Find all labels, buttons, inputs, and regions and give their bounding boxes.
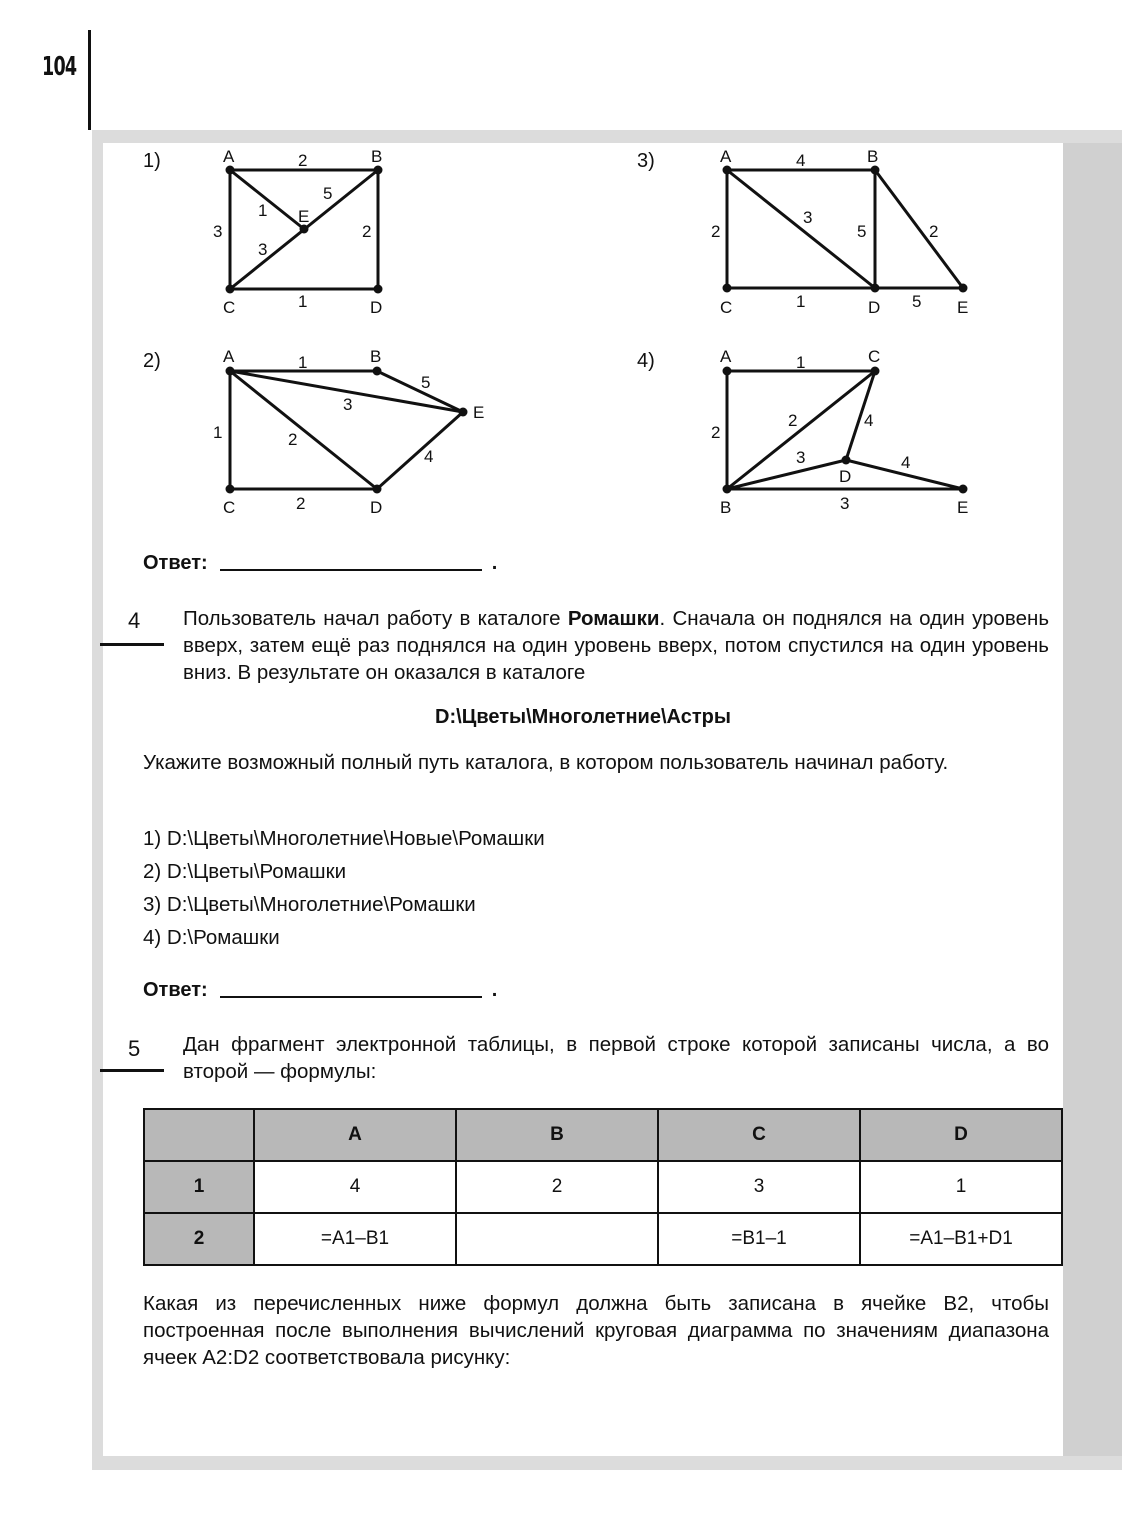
graph-3-weight-bd: 5 bbox=[857, 222, 867, 241]
answer-input-line[interactable] bbox=[220, 996, 482, 998]
task-4-number: 4 bbox=[128, 608, 141, 633]
graph-4-weight-ac: 1 bbox=[796, 353, 806, 372]
task-4-text-after: . Сначала он поднялся на один уровень вверх, затем ещё раз поднялся на один уровень вверх, потом спустился на один уровень вниз. В результате он оказался в каталоге bbox=[183, 607, 1050, 684]
graph-1-weight-ce: 3 bbox=[258, 240, 268, 259]
answer-label: Ответ: bbox=[143, 552, 208, 574]
graph-4-weight-bc: 2 bbox=[788, 411, 798, 430]
graph-2-node-c: C bbox=[223, 498, 236, 517]
graph-1-node-c: C bbox=[223, 298, 236, 317]
answer-label: Ответ: bbox=[143, 979, 208, 1001]
task-4-option-2: 2) D:\Цветы\Ромашки bbox=[143, 860, 347, 883]
table-row bbox=[144, 1213, 1062, 1265]
task-4-question: Укажите возможный полный путь каталога, в котором пользователь начинал работу. bbox=[143, 751, 949, 774]
task-4-path: D:\Цветы\Многолетние\Астры bbox=[435, 706, 731, 728]
graph-3-weight-ad: 3 bbox=[803, 208, 813, 227]
task-4-option-1: 1) D:\Цветы\Многолетние\Новые\Ромашки bbox=[143, 827, 545, 850]
row-header: 1 bbox=[144, 1161, 254, 1213]
task-5-text: Дан фрагмент электронной таблицы, в первой строке которой записаны числа, а во второй — формулы: bbox=[183, 1033, 1049, 1083]
answer-row-4 bbox=[143, 979, 497, 1002]
row-header: 2 bbox=[144, 1213, 254, 1265]
graph-1-weight-ab: 2 bbox=[298, 151, 308, 170]
graph-3-node-d: D bbox=[868, 298, 881, 317]
table-cell bbox=[456, 1213, 658, 1265]
answer-dot: . bbox=[491, 552, 498, 574]
page-number: 104 bbox=[42, 52, 77, 82]
graph-2-weight-ab: 1 bbox=[298, 353, 308, 372]
graph-4-weight-ab: 2 bbox=[711, 423, 721, 442]
graph-4-node-a: A bbox=[720, 347, 732, 366]
graph-2-weight-ae: 3 bbox=[343, 395, 353, 414]
graph-3-weight-cd: 1 bbox=[796, 292, 806, 311]
table-cell: 1 bbox=[860, 1161, 1062, 1213]
column-header: B bbox=[456, 1109, 658, 1161]
table-header-row bbox=[144, 1109, 1062, 1161]
graph-1-label: 1) bbox=[143, 150, 161, 172]
graph-3-weight-de: 5 bbox=[912, 292, 922, 311]
answer-input-line[interactable] bbox=[220, 569, 482, 571]
column-header: A bbox=[254, 1109, 456, 1161]
column-header: C bbox=[658, 1109, 860, 1161]
answer-row-3 bbox=[143, 552, 497, 575]
graph-4-node-b: B bbox=[720, 498, 732, 517]
graph-1-node-b: B bbox=[371, 147, 383, 166]
graph-2-label: 2) bbox=[143, 350, 161, 372]
graph-3-node-e: E bbox=[957, 298, 969, 317]
table-cell: 3 bbox=[658, 1161, 860, 1213]
task-4-dash bbox=[100, 643, 164, 646]
corner-cell bbox=[144, 1109, 254, 1161]
graph-1-weight-ae: 1 bbox=[258, 201, 268, 220]
graph-3-weight-ac: 2 bbox=[711, 222, 721, 241]
graph-1 bbox=[0, 0, 1122, 560]
graph-4-node-e: E bbox=[957, 498, 969, 517]
table-row bbox=[144, 1161, 1062, 1213]
task-4-bold-word: Ромашки bbox=[567, 607, 660, 630]
graph-4-node-d: D bbox=[839, 467, 852, 486]
graph-3-node-b: B bbox=[867, 147, 879, 166]
graph-4-weight-be: 3 bbox=[840, 494, 850, 513]
table-cell: =A1–B1 bbox=[254, 1213, 456, 1265]
graph-2-node-a: A bbox=[223, 347, 235, 366]
task-5-number: 5 bbox=[128, 1036, 141, 1061]
table-cell: =A1–B1+D1 bbox=[860, 1213, 1062, 1265]
column-header: D bbox=[860, 1109, 1062, 1161]
graph-1-weight-cd: 1 bbox=[298, 292, 308, 311]
graph-1-node-a: A bbox=[223, 147, 235, 166]
task-4-option-4: 4) D:\Ромашки bbox=[143, 926, 280, 949]
graph-2-weight-cd: 2 bbox=[296, 494, 306, 513]
graph-2-weight-ac: 1 bbox=[213, 423, 223, 442]
graph-2-node-b: B bbox=[370, 347, 382, 366]
answer-dot: . bbox=[491, 979, 498, 1001]
task-4-option-3: 3) D:\Цветы\Многолетние\Ромашки bbox=[143, 893, 476, 916]
task-4-text bbox=[183, 605, 1049, 686]
graph-1-weight-be: 5 bbox=[323, 184, 333, 203]
graph-4-label: 4) bbox=[637, 350, 655, 372]
graph-3-node-a: A bbox=[720, 147, 732, 166]
task-4-text-before: Пользователь начал работу в каталоге bbox=[183, 607, 568, 630]
graph-3-weight-be: 2 bbox=[929, 222, 939, 241]
graph-1-node-e: E bbox=[298, 207, 310, 226]
task-5-dash bbox=[100, 1069, 164, 1072]
graph-3-weight-ab: 4 bbox=[796, 151, 806, 170]
graph-4-weight-cd: 4 bbox=[864, 411, 874, 430]
spreadsheet-fragment bbox=[143, 1108, 1063, 1266]
graph-3-label: 3) bbox=[637, 150, 655, 172]
table-cell: 4 bbox=[254, 1161, 456, 1213]
graph-3-node-c: C bbox=[720, 298, 733, 317]
graph-2-weight-be: 5 bbox=[421, 373, 431, 392]
graph-2-node-e: E bbox=[473, 403, 485, 422]
graph-1-weight-bd: 2 bbox=[362, 222, 372, 241]
graph-2-node-d: D bbox=[370, 498, 383, 517]
graph-4-weight-bd: 3 bbox=[796, 448, 806, 467]
graph-4-node-c: C bbox=[868, 347, 881, 366]
graph-2-weight-ad: 2 bbox=[288, 430, 298, 449]
graph-2-weight-de: 4 bbox=[424, 447, 434, 466]
graph-4-weight-de: 4 bbox=[901, 453, 911, 472]
graph-1-node-d: D bbox=[370, 298, 383, 317]
task-5-question: Какая из перечисленных ниже формул должна быть записана в ячейке B2, чтобы построенная после выполнения вычислений круговая диаграмма по значениям диапазона ячеек A2:D2 соответствовала рисунку: bbox=[143, 1292, 1049, 1369]
table-cell: =B1–1 bbox=[658, 1213, 860, 1265]
table-cell: 2 bbox=[456, 1161, 658, 1213]
graph-1-weight-ac: 3 bbox=[213, 222, 223, 241]
